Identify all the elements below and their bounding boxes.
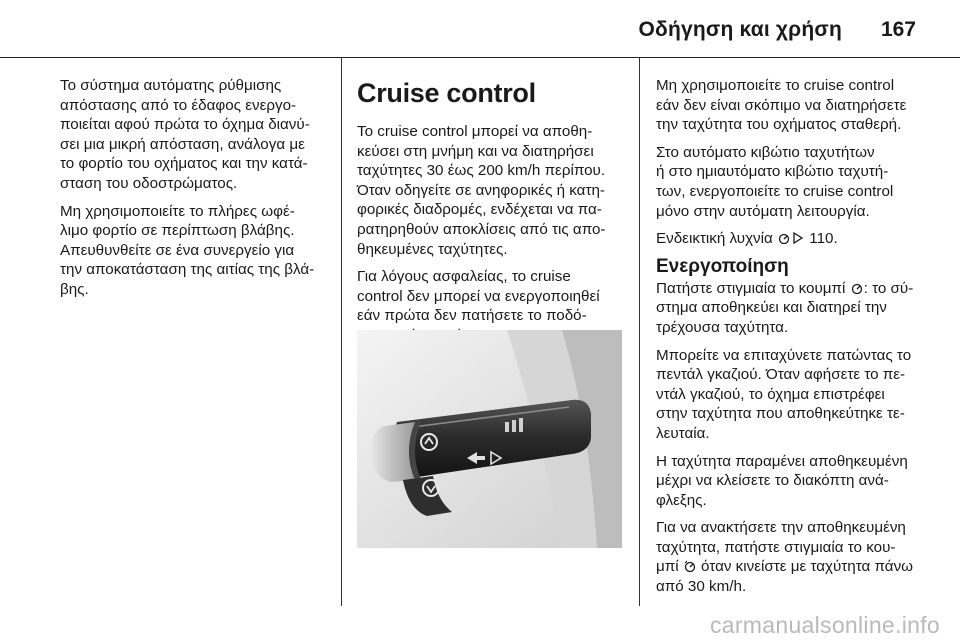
paragraph: Μη χρησιμοποιείτε το cruise control εάν δεν είναι σκόπιμο να διατηρήσετε την ταχύτητα του οχήματος σταθερή.	[656, 77, 907, 134]
paragraph: Για λόγους ασφαλείας, το cruise control δεν μπορεί να ενεργοποιηθεί εάν πρώτα δεν πατήσετε το ποδό-	[357, 268, 600, 325]
section-title: Cruise control	[357, 78, 536, 108]
paragraph: Το σύστημα αυτόματης ρύθμισης απόστασης από το έδαφος ενεργο- ποιείται αφού πρώτα το όχημα διανύ- σει μια μικρή απόσταση, ανάλογα με το φορτίο του οχήματος και την κατά- σταση του οδοστρώματος.	[60, 77, 310, 192]
page-number: 167	[880, 18, 916, 41]
header-rule	[0, 57, 960, 58]
paragraph: Στο αυτόματο κιβώτιο ταχυτήτων ή στο ημιαυτόματο κιβώτιο ταχυτή- των, ενεργοποιείτε το cruise control μόνο στην αυτόματη λειτουργία.	[656, 143, 894, 220]
paragraph-text: 110.	[805, 230, 838, 248]
paragraph-text: : το σύ- στημα αποθηκεύει και διατηρεί την τρέχουσα ταχύτητα.	[656, 279, 914, 336]
cruise-resume-icon	[683, 560, 697, 572]
subsection-title: Ενεργοποίηση	[656, 255, 789, 277]
paragraph-text: Ενδεικτική λυχνία	[656, 230, 778, 248]
paragraph-text: όταν κινείστε με ταχύτητα πάνω από 30 km/h.	[656, 558, 914, 596]
watermark: carmanualsonline.info	[709, 612, 940, 638]
paragraph: Το cruise control μπορεί να αποθη- κεύσει στη μνήμη και να διατηρήσει ταχύτητες 30 έως 200 km/h περίπου. Όταν οδηγείτε σε ανηφορικές ή κατη- φορικές διαδρομές, ενδέχεται να πα- ρατηρηθούν αποκλίσεις από τις απο- θηκευμένες ταχύτητες.	[357, 123, 606, 258]
column-1	[60, 76, 332, 308]
paragraph: Η ταχύτητα παραμένει αποθηκευμένη μέχρι να κλείσετε το διακόπτη ανά- φλεξης.	[656, 452, 908, 509]
stalk-illustration	[357, 330, 622, 548]
paragraph-text: Για να ανακτήσετε την αποθηκευμένη ταχύτητα, πατήστε στιγμιαία το κου- μπί	[656, 519, 906, 576]
paragraph	[656, 229, 928, 249]
column-divider-2	[639, 58, 640, 606]
paragraph	[656, 518, 928, 596]
paragraph	[656, 279, 928, 338]
page-header	[0, 0, 960, 58]
column-divider-1	[341, 58, 342, 606]
column-3	[656, 76, 928, 605]
cruise-control-icon	[777, 232, 791, 244]
arrow-reference-icon	[791, 232, 805, 244]
column-2	[357, 76, 625, 354]
paragraph: Μπορείτε να επιταχύνετε πατώντας το πεντάλ γκαζιού. Όταν αφήσετε το πε- ντάλ γκαζιού, το όχημα επιστρέφει στην ταχύτητα που αποθηκεύτηκε τε- λευταία.	[656, 346, 912, 442]
page-title: Οδήγηση και χρήση	[638, 18, 842, 41]
paragraph-text: Πατήστε στιγμιαία το κουμπί	[656, 279, 850, 297]
paragraph: Μη χρησιμοποιείτε το πλήρες ωφέ- λιμο φορτίο σε περίπτωση βλάβης. Απευθυνθείτε σε ένα συνεργείο για την αποκατάσταση της αιτίας της βλά- βης.	[60, 202, 315, 298]
cruise-control-stalk-figure	[357, 330, 622, 548]
cruise-set-icon	[850, 282, 864, 294]
